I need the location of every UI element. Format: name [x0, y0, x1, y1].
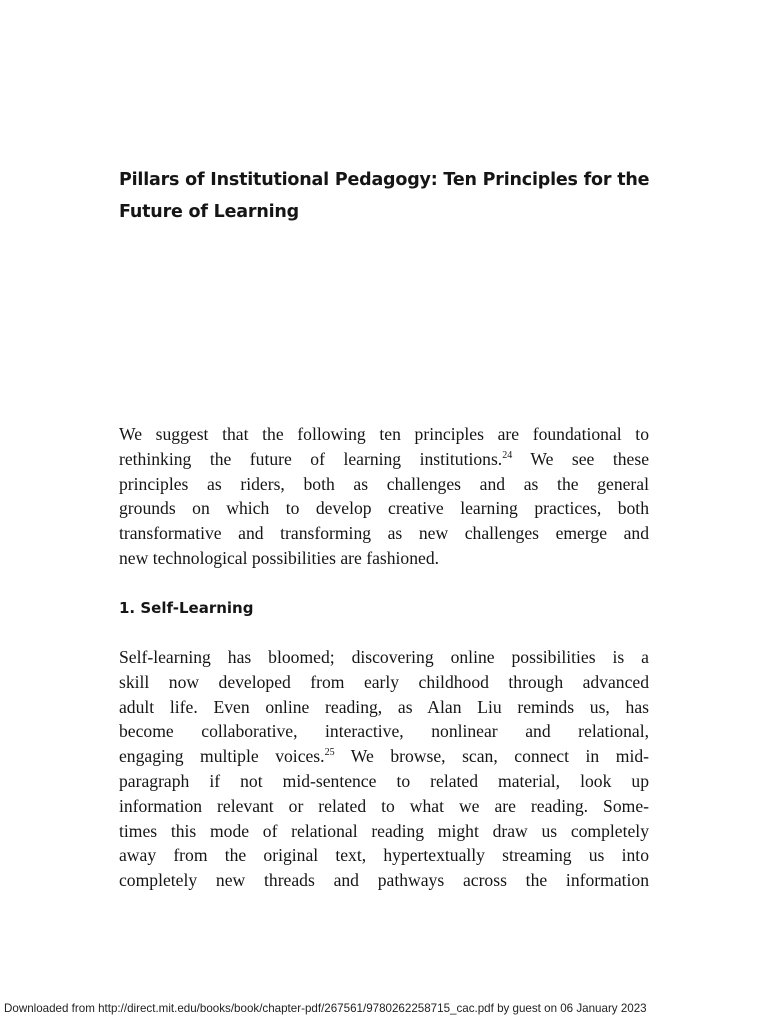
section-line-7: information relevant or related to what we are reading. Some-	[119, 795, 649, 816]
section-line-2: skill now developed from early childhood through advanced	[119, 671, 649, 692]
section-line-8: times this mode of relational reading might draw us completely	[119, 820, 649, 841]
intro-line-5: transformative and transforming as new challenges emerge and	[119, 523, 649, 544]
section-line-3: adult life. Even online reading, as Alan Liu reminds us, has	[119, 696, 649, 717]
intro-paragraph	[119, 422, 649, 571]
section-line-1: Self-learning has bloomed; discovering online possibilities is a	[119, 647, 649, 667]
intro-line-4: grounds on which to develop creative learning practices, both	[119, 498, 649, 519]
section-line-6: paragraph if not mid-sentence to related material, look up	[119, 770, 649, 791]
section-paragraph	[119, 645, 649, 893]
intro-line-6: new technological possibilities are fashioned.	[119, 547, 440, 568]
intro-line-1: We suggest that the following ten principles are foundational to	[119, 424, 649, 444]
footnote-ref-25: 25	[324, 747, 335, 759]
download-footer: Downloaded from http://direct.mit.edu/books/book/chapter-pdf/267561/9780262258715_cac.pdf by guest on 06 January 2023	[4, 1002, 647, 1015]
section-line-5-text: engaging multiple voices.	[119, 746, 325, 767]
section-line-9: away from the original text, hypertextually streaming us into	[119, 845, 649, 866]
intro-line-2-text: rethinking the future of learning institutions.	[119, 448, 503, 469]
footnote-ref-24: 24	[502, 449, 513, 461]
section-heading: 1. Self-Learning	[119, 599, 254, 617]
intro-line-3: principles as riders, both as challenges and as the general	[119, 473, 649, 494]
chapter-heading-line-1: Pillars of Institutional Pedagogy: Ten Principles for the	[119, 170, 650, 190]
section-line-4: become collaborative, interactive, nonlinear and relational,	[119, 721, 649, 742]
section-line-5-tail: We browse, scan, connect in mid-	[334, 746, 649, 767]
section-line-5	[119, 744, 649, 769]
section-line-10: completely new threads and pathways across the information	[119, 870, 649, 891]
intro-line-2	[119, 447, 649, 472]
chapter-heading-line-2: Future of Learning	[119, 202, 299, 222]
intro-line-2-tail: We see these	[512, 448, 650, 469]
chapter-heading	[119, 164, 659, 228]
